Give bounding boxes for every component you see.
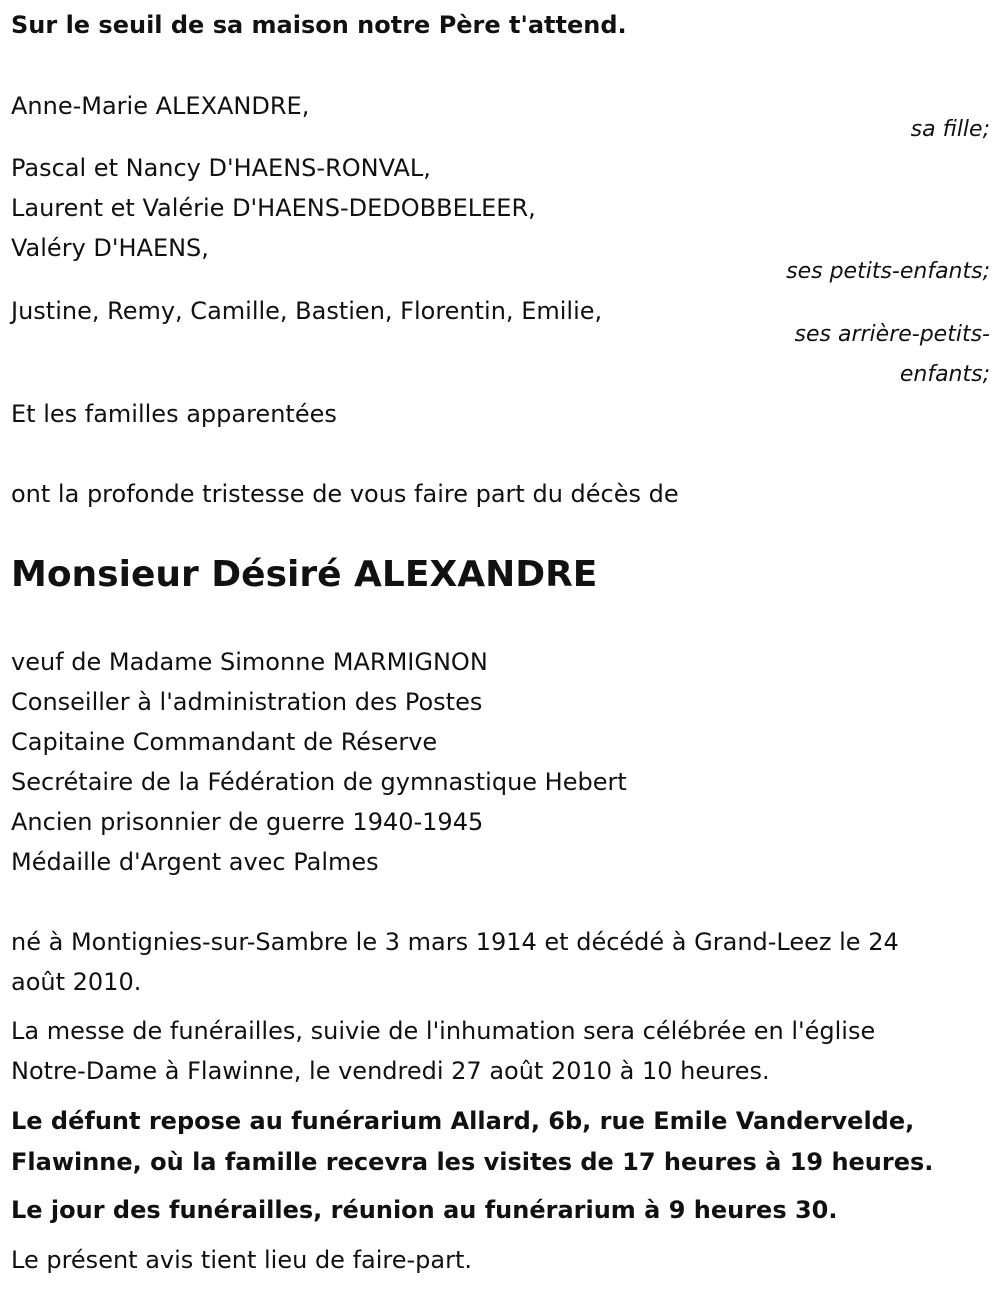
title-line: veuf de Madame Simonne MARMIGNON: [11, 648, 488, 676]
great-grandchildren-relation: enfants;: [899, 362, 990, 387]
meeting-line: Le jour des funérailles, réunion au funérarium à 9 heures 30.: [11, 1196, 838, 1224]
title-line: Secrétaire de la Fédération de gymnastique Hebert: [11, 768, 627, 796]
grandchildren-relation: ses petits-enfants;: [786, 259, 990, 284]
grandchild-line: Valéry D'HAENS,: [11, 234, 209, 262]
great-grandchildren-names: Justine, Remy, Camille, Bastien, Florentin, Emilie,: [11, 297, 603, 325]
visits-line: Le défunt repose au funérarium Allard, 6b, rue Emile Vandervelde,: [11, 1107, 915, 1135]
grandchild-line: Pascal et Nancy D'HAENS-RONVAL,: [11, 154, 431, 182]
title-line: Capitaine Commandant de Réserve: [11, 728, 438, 756]
birth-death-line: né à Montignies-sur-Sambre le 3 mars 1914 et décédé à Grand-Leez le 24: [11, 928, 899, 956]
closing-line: Le présent avis tient lieu de faire-part.: [11, 1246, 473, 1274]
daughter-relation: sa fille;: [910, 117, 990, 142]
title-line: Conseiller à l'administration des Postes: [11, 688, 483, 716]
title-line: Ancien prisonnier de guerre 1940-1945: [11, 808, 484, 836]
related-families: Et les familles apparentées: [11, 400, 337, 428]
mass-line: Notre-Dame à Flawinne, le vendredi 27 août 2010 à 10 heures.: [11, 1057, 770, 1085]
announcement-text: ont la profonde tristesse de vous faire part du décès de: [11, 480, 679, 508]
daughter-name: Anne-Marie ALEXANDRE,: [11, 92, 310, 120]
grandchild-line: Laurent et Valérie D'HAENS-DEDOBBELEER,: [11, 194, 536, 222]
title-line: Médaille d'Argent avec Palmes: [11, 848, 379, 876]
great-grandchildren-relation: ses arrière-petits-: [794, 322, 990, 347]
deceased-name: Monsieur Désiré ALEXANDRE: [11, 554, 598, 595]
mass-line: La messe de funérailles, suivie de l'inhumation sera célébrée en l'église: [11, 1017, 876, 1045]
visits-line: Flawinne, où la famille recevra les visites de 17 heures à 19 heures.: [11, 1148, 934, 1176]
birth-death-line: août 2010.: [11, 968, 142, 996]
opening-verse: Sur le seuil de sa maison notre Père t'attend.: [11, 11, 627, 39]
